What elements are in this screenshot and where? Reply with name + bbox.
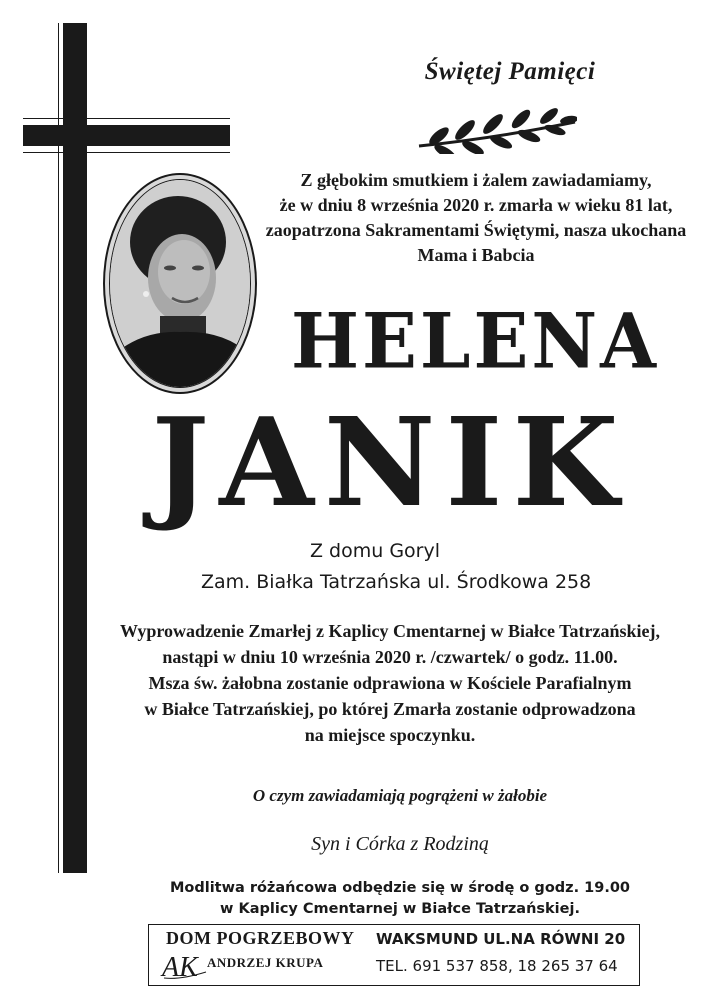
cross-horizontal-beam (23, 125, 230, 146)
cross-vertical-beam (63, 23, 87, 873)
funeral-line: nastąpi w dniu 10 września 2020 r. /czwartek/ o godz. 11.00. (162, 647, 618, 667)
mourners-intro: O czym zawiadamiają pogrążeni w żałobie (252, 786, 548, 805)
portrait-frame (109, 179, 251, 388)
funeral-home-logo-letters: AK (162, 952, 198, 982)
residence-address: Zam. Białka Tatrzańska ul. Środkowa 258 (201, 571, 592, 593)
funeral-line: Msza św. żałobna zostanie odprawiona w Kościele Parafialnym (148, 673, 632, 693)
funeral-details (90, 618, 690, 748)
announcement-intro (255, 168, 697, 268)
mourners-names: Syn i Córka z Rodziną (311, 833, 489, 855)
funeral-home-owner: ANDRZEJ KRUPA (207, 955, 324, 970)
portrait-image (110, 180, 250, 387)
cross-vertical-edge (58, 23, 59, 873)
memorial-title: Świętej Pamięci (424, 58, 596, 85)
intro-line: że w dniu 8 września 2020 r. zmarła w wieku 81 lat, (279, 195, 673, 215)
funeral-line: na miejsce spoczynku. (304, 725, 476, 745)
funeral-line: w Białce Tatrzańskiej, po której Zmarła zostanie odprowadzona (144, 699, 636, 719)
funeral-home-logo (160, 950, 212, 982)
olive-branch-icon (417, 108, 577, 154)
rosary-notice (120, 878, 680, 920)
intro-line: Z głębokim smutkiem i żalem zawiadamiamy, (300, 170, 652, 190)
funeral-home-phone: TEL. 691 537 858, 18 265 37 64 (376, 957, 618, 975)
intro-line: Mama i Babcia (417, 245, 535, 265)
funeral-home-name: DOM POGRZEBOWY (166, 928, 355, 948)
cross-horizontal-top-line (23, 118, 230, 119)
cross-horizontal-bottom-line (23, 152, 230, 153)
portrait-photo (103, 173, 257, 394)
intro-line: zaopatrzona Sakramentami Świętymi, nasza ukochana (265, 220, 687, 240)
maiden-name: Z domu Goryl (310, 540, 441, 562)
funeral-line: Wyprowadzenie Zmarłej z Kaplicy Cmentarnej w Białce Tatrzańskiej, (120, 621, 660, 641)
rosary-line: w Kaplicy Cmentarnej w Białce Tatrzańskiej. (220, 901, 580, 917)
first-name: HELENA (290, 295, 660, 386)
last-name: JANIK (151, 390, 629, 534)
rosary-line: Modlitwa różańcowa odbędzie się w środę o godz. 19.00 (169, 880, 631, 896)
funeral-home-street: WAKSMUND UL.NA RÓWNI 20 (376, 930, 626, 948)
